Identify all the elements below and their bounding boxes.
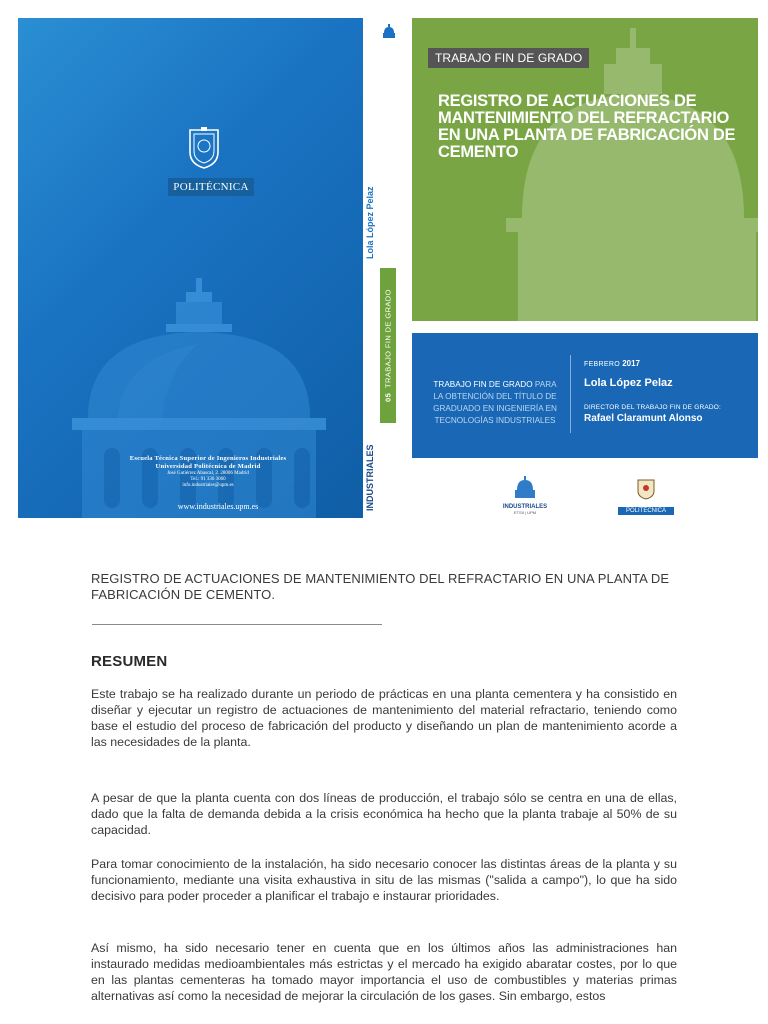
spine-author: Lola López Pelaz	[365, 186, 375, 260]
front-cover-info-panel	[412, 333, 758, 458]
degree-text1: PARA	[534, 380, 557, 389]
paragraph-1: Este trabajo se ha realizado durante un periodo de prácticas en una planta cementera y ha consistido en diseñar y ejecutar un registro de actuaciones de mantenimiento del material refractario, teniendo como base el estudio del proceso de fabricación del producto y diseñando un plan de mantenimiento acorde a las necesidades de la planta.	[91, 687, 677, 749]
website-link[interactable]: www.industriales.upm.es	[177, 502, 259, 511]
politecnica-brand: POLITÉCNICA	[168, 178, 254, 196]
section-heading: RESUMEN	[91, 653, 168, 670]
degree-bold: TRABAJO FIN DE GRADO	[433, 380, 533, 389]
document-title: REGISTRO DE ACTUACIONES DE MANTENIMIENTO DEL REFRACTARIO EN UNA PLANTA DE FABRICACIÓN DE CEMENTO.	[91, 571, 670, 602]
telephone: Tel.: 91 336 3060	[190, 477, 226, 483]
paragraph-4: Así mismo, ha sido necesario tener en cuenta que en los últimos años las administraciones han instaurado medidas medioambientales más estrictas y el mercado ha exigido abaratar costes, por lo que en las plantas cementeras ha tomado mayor importancia el uso de combustibles y materias primas alternativas así como la necesidad de mejorar la circulación de los gases. Sin embargo, estos	[91, 941, 677, 1003]
degree-text3: GRADUADO EN INGENIERÍA EN	[433, 404, 557, 413]
industriales-logo	[500, 476, 550, 515]
school-name: Escuela Técnica Superior de Ingenieros Industriales	[129, 455, 287, 462]
date	[584, 359, 754, 368]
industriales-logo-sub: ETSII | UPM	[513, 510, 537, 515]
spine	[365, 18, 410, 518]
paragraph-2: A pesar de que la planta cuenta con dos líneas de producción, el trabajo sólo se centra en una de ellas, dado que la falta de demanda debida a la crisis económica ha hecho que la planta trabaje al 50% de su capacidad.	[91, 791, 677, 837]
degree-info	[422, 379, 568, 427]
author-info	[584, 359, 754, 424]
school-address-block	[98, 455, 318, 490]
author-name: Lola López Pelaz	[584, 377, 673, 389]
back-cover	[18, 18, 363, 518]
upm-crest-icon	[636, 478, 656, 500]
director-label: DIRECTOR DEL TRABAJO FIN DE GRADO:	[584, 404, 722, 411]
degree-text4: TECNOLOGÍAS INDUSTRIALES	[434, 416, 556, 425]
email: info.industriales@upm.es	[182, 483, 234, 489]
spine-tfg-label	[380, 268, 396, 423]
title-underline	[92, 624, 382, 625]
front-cover-title-panel	[412, 18, 758, 321]
spine-tfg-text: TRABAJO FIN DE GRADO	[383, 289, 393, 388]
director-name: Rafael Claramunt Alonso	[584, 413, 703, 424]
degree-text2: LA OBTENCIÓN DEL TÍTULO DE	[433, 392, 557, 401]
cover-title: REGISTRO DE ACTUACIONES DE MANTENIMIENTO DEL REFRACTARIO EN UNA PLANTA DE FABRICACIÓN DE CEMENTO	[438, 92, 736, 161]
paragraph-3: Para tomar conocimiento de la instalación, ha sido necesario conocer las distintas áreas de la planta y su funcionamiento, mediante una visita exhaustiva in situ de las mismas ("salida a campo"), lo que ha sido decisivo para poder proceder a planificar el trabajo e instaurar prioridades.	[91, 857, 677, 903]
month: FEBRERO	[584, 361, 620, 368]
tfg-label: TRABAJO FIN DE GRADO	[428, 48, 589, 68]
spine-industriales: INDUSTRIALES	[365, 444, 375, 512]
dome-watermark	[492, 28, 758, 321]
upm-logo-label: POLITÉCNICA	[618, 507, 674, 515]
info-divider	[570, 355, 571, 433]
dome-small-icon	[383, 24, 395, 38]
university-name: Universidad Politécnica de Madrid	[155, 463, 261, 470]
spine-number: 05	[383, 392, 393, 402]
year: 2017	[622, 359, 640, 368]
upm-seal-icon	[186, 126, 222, 170]
upm-logo	[618, 478, 674, 515]
address: José Gutiérrez Abascal, 2. 28006 Madrid	[167, 471, 249, 476]
industriales-dome-icon	[514, 476, 536, 498]
industriales-logo-label: INDUSTRIALES	[502, 504, 548, 510]
